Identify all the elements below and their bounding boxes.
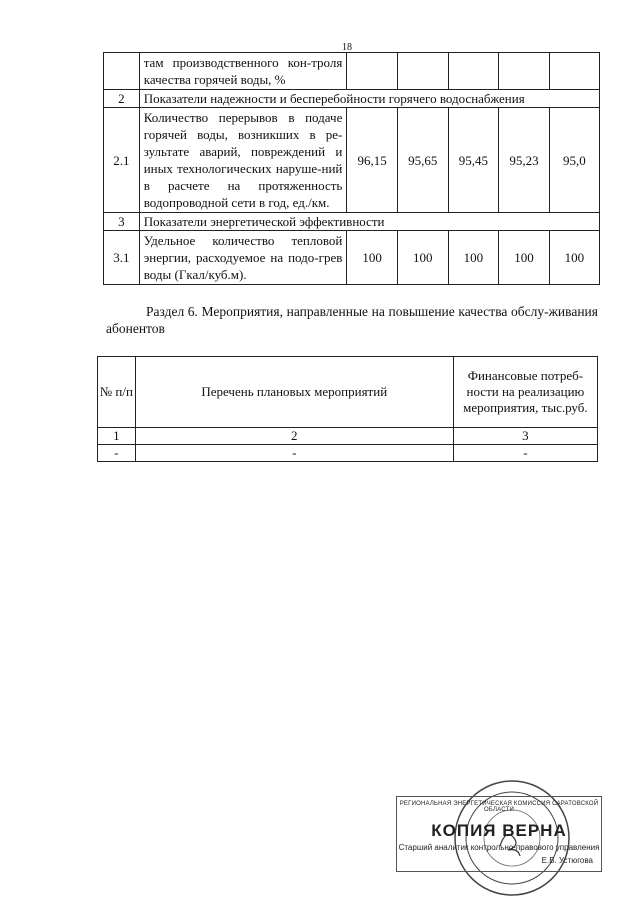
table-cell: - bbox=[135, 445, 453, 462]
value-cell: 100 bbox=[397, 231, 448, 285]
section-title: Показатели надежности и бесперебойности горячего водоснабжения bbox=[139, 90, 599, 108]
table-row bbox=[104, 53, 600, 90]
column-header-measures: Перечень плановых мероприятий bbox=[135, 357, 453, 428]
value-cell: 100 bbox=[549, 231, 599, 285]
table-cell: - bbox=[453, 445, 597, 462]
value-cell: 95,45 bbox=[448, 108, 499, 213]
column-header-financing: Финансовые потреб-ности на реализацию мероприятия, тыс.руб. bbox=[453, 357, 597, 428]
section-number: 2 bbox=[104, 90, 140, 108]
table-row bbox=[104, 108, 600, 213]
row-number: 3.1 bbox=[104, 231, 140, 285]
value-cell bbox=[397, 53, 448, 90]
value-cell: 95,23 bbox=[499, 108, 550, 213]
column-number: 1 bbox=[98, 428, 136, 445]
value-cell: 96,15 bbox=[347, 108, 398, 213]
page-number: 18 bbox=[342, 42, 352, 53]
value-cell bbox=[499, 53, 550, 90]
row-description: там производственного кон-троля качества горячей воды, % bbox=[139, 53, 347, 90]
measures-table bbox=[97, 356, 598, 462]
column-header-number: № п/п bbox=[98, 357, 136, 428]
numbering-row bbox=[98, 428, 598, 445]
section-heading: Раздел 6. Мероприятия, направленные на повышение качества обслу-живания абонентов bbox=[106, 304, 598, 336]
table-row bbox=[104, 231, 600, 285]
value-cell: 95,65 bbox=[397, 108, 448, 213]
value-cell: 100 bbox=[347, 231, 398, 285]
value-cell: 100 bbox=[499, 231, 550, 285]
column-number: 3 bbox=[453, 428, 597, 445]
value-cell bbox=[448, 53, 499, 90]
row-description: Удельное количество тепловой энергии, расходуемое на подо-грев воды (Гкал/куб.м). bbox=[139, 231, 347, 285]
row-number bbox=[104, 53, 140, 90]
row-number: 2.1 bbox=[104, 108, 140, 213]
stamp-signer-name: Е.В. Устюгова bbox=[541, 856, 593, 865]
value-cell bbox=[347, 53, 398, 90]
stamp-organization: РЕГИОНАЛЬНАЯ ЭНЕРГЕТИЧЕСКАЯ КОМИССИЯ САРАТОВСКОЙ ОБЛАСТИ bbox=[399, 801, 599, 813]
section-row bbox=[104, 213, 600, 231]
section-number: 3 bbox=[104, 213, 140, 231]
stamp-title: КОПИЯ ВЕРНА bbox=[431, 821, 567, 840]
certification-stamp bbox=[396, 796, 602, 872]
indicators-table bbox=[103, 52, 600, 285]
table-cell: - bbox=[98, 445, 136, 462]
column-number: 2 bbox=[135, 428, 453, 445]
value-cell bbox=[549, 53, 599, 90]
table-row bbox=[98, 445, 598, 462]
value-cell: 100 bbox=[448, 231, 499, 285]
stamp-position: Старший аналитик контрольно-правового управления bbox=[398, 843, 600, 852]
section-title: Показатели энергетической эффективности bbox=[139, 213, 599, 231]
section-row bbox=[104, 90, 600, 108]
row-description: Количество перерывов в подаче горячей воды, возникших в ре-зультате аварий, повреждений и иных технологических наруше-ний в расчете на протяженность водопроводной сети в год, ед./км. bbox=[139, 108, 347, 213]
table-header-row bbox=[98, 357, 598, 428]
value-cell: 95,0 bbox=[549, 108, 599, 213]
